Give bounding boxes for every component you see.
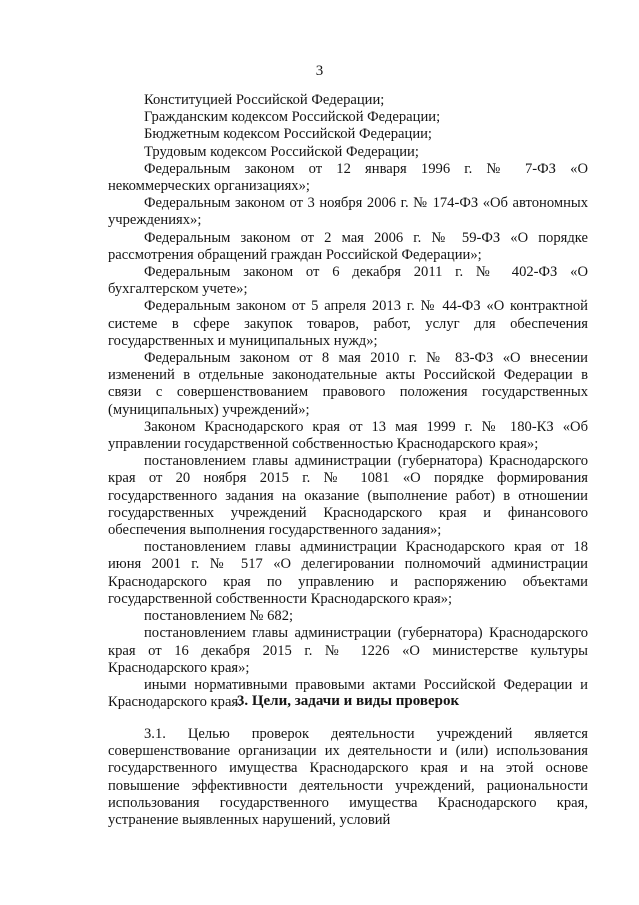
basis-item: Федеральным законом от 3 ноября 2006 г. № 174-ФЗ «Об автономных учреждениях»; [108, 195, 588, 229]
basis-item: Бюджетным кодексом Российской Федерации; [144, 126, 432, 143]
basis-item: Конституцией Российской Федерации; [144, 92, 385, 108]
basis-item: Федеральным законом от 5 апреля 2013 г. № 44-ФЗ «О контрактной системе в сфере закупок товаров, работ, услуг для обеспечения государственных и муниципальных нужд»; [108, 298, 588, 349]
section-paragraph: 3.1. Целью проверок деятельности учреждений является совершенствование организации их деятельности и (или) использования государственного имущества Краснодарского края и на этой основе повышение эффективности деятельности учреждений, рациональности использования государственного имущества Краснодарского края, устранение выявленных нарушений, условий [108, 726, 588, 829]
legal-basis-list [108, 92, 588, 711]
basis-item: Трудовым кодексом Российской Федерации; [144, 143, 419, 160]
basis-item: постановлением главы администрации (губернатора) Краснодарского края от 20 ноября 2015 г. № 1081 «О порядке формирования государственного задания на оказание (выполнение работ) в отношении государственных учреждений Краснодарского края и финансового обеспечения выполнения государственного задания»; [108, 453, 588, 539]
basis-item: постановлением главы администрации (губернатора) Краснодарского края от 16 декабря 2015 г. № 1226 «О министерстве культуры Краснодарского края»; [108, 625, 588, 676]
basis-item: Федеральным законом от 6 декабря 2011 г. № 402-ФЗ «О бухгалтерском учете»; [108, 264, 588, 298]
basis-item: Гражданским кодексом Российской Федерации; [144, 109, 441, 126]
section-body [108, 726, 588, 829]
basis-item: Федеральным законом от 12 января 1996 г. № 7-ФЗ «О некоммерческих организациях»; [108, 160, 588, 195]
basis-item: Федеральным законом от 2 мая 2006 г. № 59-ФЗ «О порядке рассмотрения обращений граждан Российской Федерации»; [108, 229, 588, 263]
section-heading: 3. Цели, задачи и виды проверок [236, 693, 460, 709]
basis-item: Законом Краснодарского края от 13 мая 1999 г. № 180-КЗ «Об управлении государственной собственностью Краснодарского края»; [108, 418, 588, 453]
basis-item: постановлением № 682; [144, 608, 294, 625]
basis-item: иными нормативными правовыми актами Российской Федерации и Краснодарского края. [108, 676, 588, 711]
page-number: 3 [315, 63, 324, 79]
basis-item: Федеральным законом от 8 мая 2010 г. № 83-ФЗ «О внесении изменений в отдельные законодательные акты Российской Федерации в связи с совершенствованием правового положения государственных (муниципальных) учреждений»; [108, 350, 588, 418]
basis-item: постановлением главы администрации Краснодарского края от 18 июня 2001 г. № 517 «О делегировании полномочий администрации Краснодарского края по управлению и распоряжению объектами государственной собственности Краснодарского края»; [108, 539, 588, 607]
